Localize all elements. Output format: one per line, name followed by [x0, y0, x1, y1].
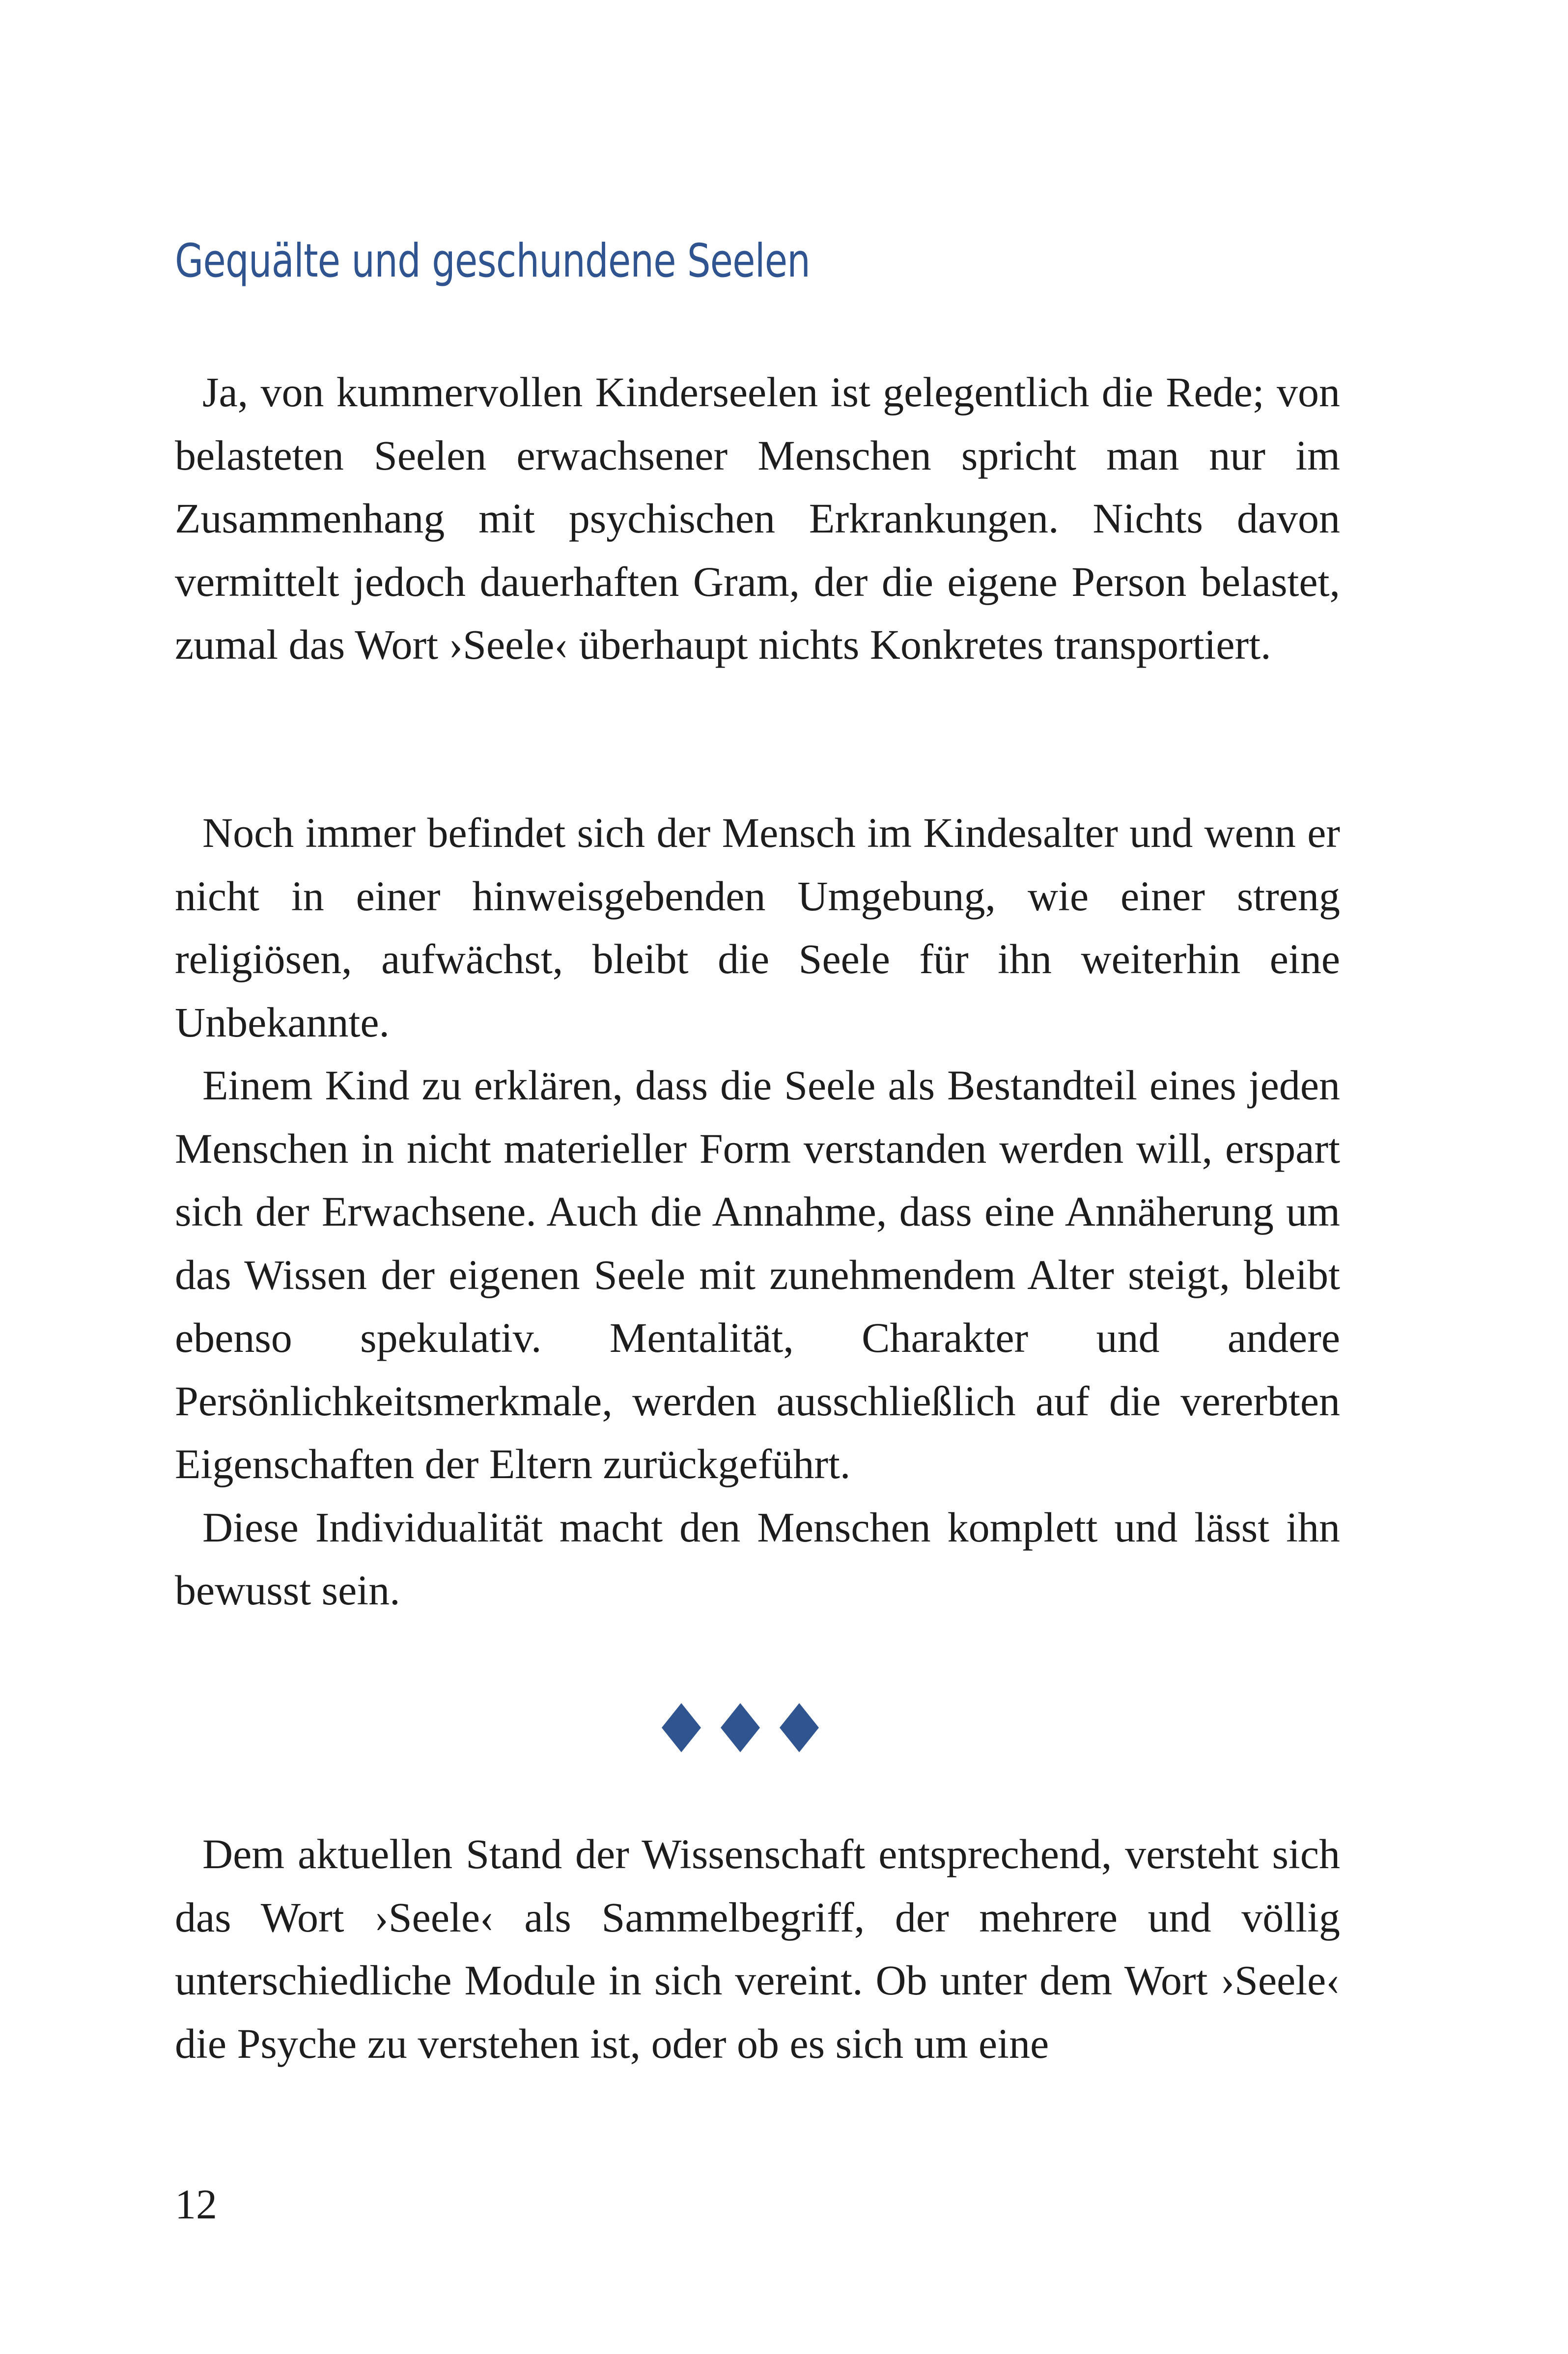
diamond-icon: [721, 1703, 760, 1752]
text-block-2: [175, 801, 1340, 1622]
text-block-1: [175, 361, 1340, 676]
page-number: 12: [175, 2181, 217, 2228]
paragraph-4: Diese Individualität macht den Menschen komplett und lässt ihn bewusst sein.: [175, 1503, 1340, 1614]
paragraph-2: Noch immer befindet sich der Mensch im Kindesalter und wenn er nicht in einer hinweisgebenden Umgebung, wie einer streng religiösen, aufwächst, bleibt die Seele für ihn weiterhin eine Unbekannte.: [175, 809, 1340, 1046]
section-heading: Gequälte und geschundene Seelen: [175, 234, 811, 288]
paragraph-3: Einem Kind zu erklären, dass die Seele als Bestandteil eines jeden Menschen in nicht materieller Form verstanden werden will, erspart sich der Erwachsene. Auch die Annahme, dass eine Annäherung um das Wissen der eigenen Seele mit zunehmendem Alter steigt, bleibt ebenso spekulativ. Mentalität, Charakter und andere Persönlichkeitsmerkmale, werden ausschließlich auf die vererbten Eigenschaften der Eltern zurückgeführt.: [175, 1062, 1340, 1487]
paragraph-5: Dem aktuellen Stand der Wissenschaft entsprechend, versteht sich das Wort ›Seele‹ als Sammelbegriff, der mehrere und völlig unterschiedliche Module in sich vereint. Ob unter dem Wort ›Seele‹ die Psyche zu verstehen ist, oder ob es sich um eine: [175, 1830, 1340, 2067]
section-divider-ornament: [658, 1701, 845, 1755]
three-diamonds-icon: [658, 1701, 845, 1755]
diamond-icon: [662, 1703, 701, 1752]
paragraph-1: Ja, von kummervollen Kinderseelen ist gelegentlich die Rede; von belasteten Seelen erwachsener Menschen spricht man nur im Zusammenhang mit psychischen Erkrankungen. Nichts davon vermittelt jedoch dauerhaften Gram, der die eigene Person belastet, zumal das Wort ›Seele‹ überhaupt nichts Konkretes transportiert.: [175, 368, 1340, 668]
diamond-icon: [780, 1703, 819, 1752]
text-block-3: [175, 1822, 1340, 2075]
